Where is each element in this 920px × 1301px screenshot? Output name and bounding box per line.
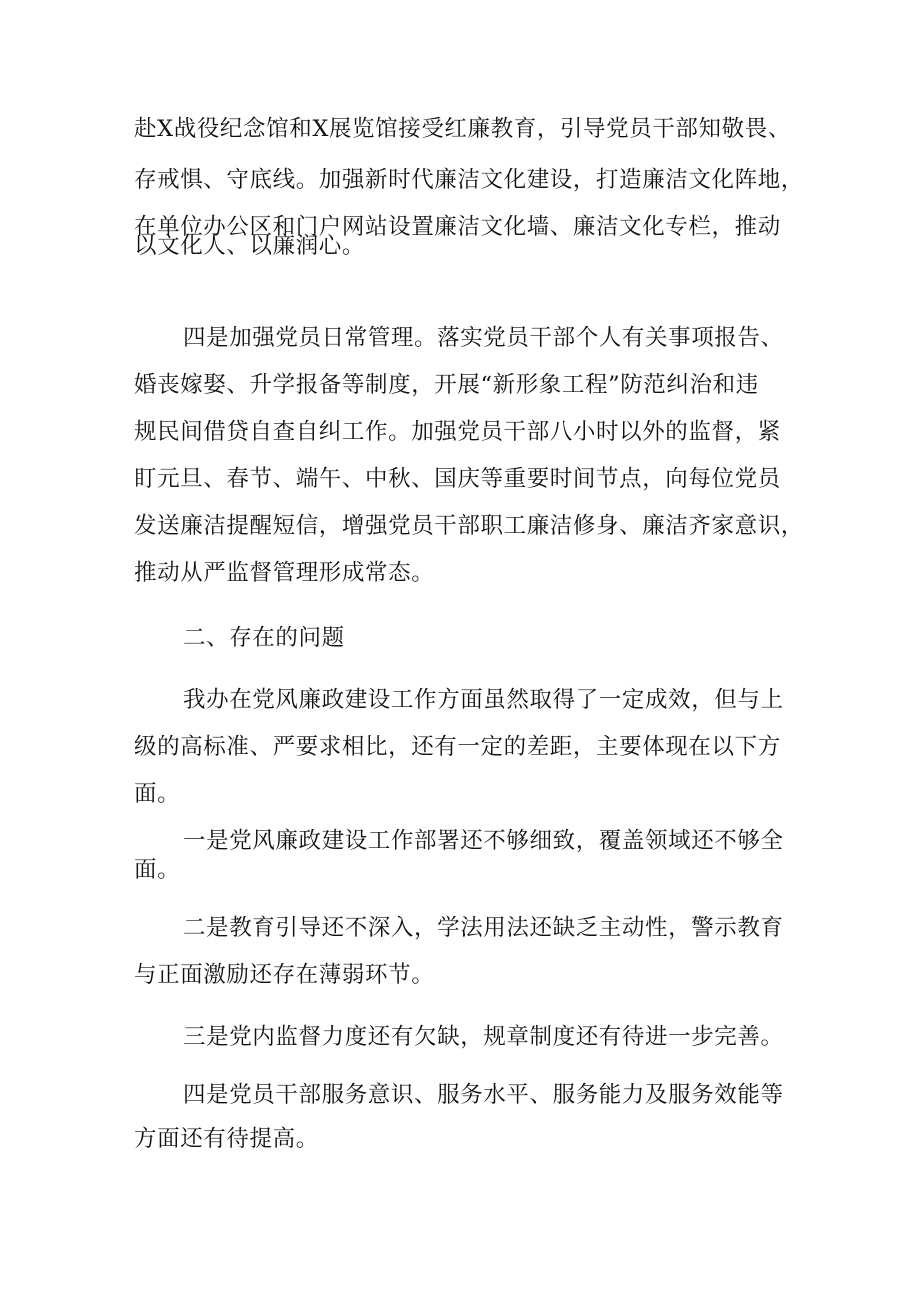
text-line: 级的高标准、严要求相比，还有一定的差距，主要体现在以下方 [134,734,781,760]
text-line: 一是党风廉政建设工作部署还不够细致，覆盖领域还不够全 [183,828,784,854]
text-line: 发送廉洁提醒短信，增强党员干部职工廉洁修身、廉洁齐家意识， [134,513,804,539]
text-line: 四是党员干部服务意识、服务水平、服务能力及服务效能等 [183,1082,784,1108]
text-line: 二是教育引导还不深入，学法用法还缺乏主动性，警示教育 [183,915,784,941]
text-line: 面。 [134,781,181,807]
text-line: 方面还有待提高。 [134,1126,319,1152]
section-heading: 二、存在的问题 [183,625,345,651]
text-line: 婚丧嫁娶、升学报备等制度，开展“新形象工程”防范纠治和违 [134,372,759,398]
text-line: 赴X战役纪念馆和X展览馆接受红廉教育，引导党员干部知敬畏、 [134,116,791,142]
text-line: 推动从严监督管理形成常态。 [134,560,435,586]
text-line: 以文化人、以廉润心。 [134,233,366,259]
text-line: 在单位办公区和门户网站设置廉洁文化墙、廉洁文化专栏，推动 [134,214,781,240]
text-line: 盯元旦、春节、端午、中秋、国庆等重要时间节点，向每位党员 [134,466,781,492]
text-line: 与正面激励还存在薄弱环节。 [134,962,435,988]
text-line: 存戒惧、守底线。加强新时代廉洁文化建设，打造廉洁文化阵地， [134,167,804,193]
text-line: 面。 [134,857,181,883]
text-line: 四是加强党员日常管理。落实党员干部个人有关事项报告、 [183,325,784,351]
text-line: 三是党内监督力度还有欠缺，规章制度还有待进一步完善。 [183,1024,784,1050]
text-line: 我办在党风廉政建设工作方面虽然取得了一定成效，但与上 [183,687,784,713]
text-line: 规民间借贷自查自纠工作。加强党员干部八小时以外的监督，紧 [134,419,781,445]
